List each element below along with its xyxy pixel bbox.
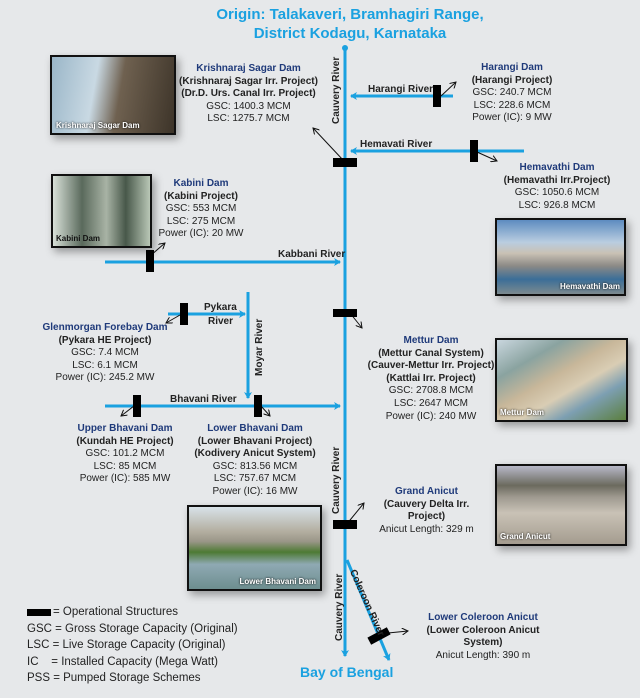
photo-caption: Kabini Dam [56, 234, 101, 243]
dam-name: Mettur Dam [403, 335, 459, 346]
photo-kabini [51, 174, 152, 248]
legend-row-gsc [27, 621, 238, 638]
dam-power: Power (IC): 240 MW [385, 410, 477, 422]
info-grand-anicut [364, 486, 489, 536]
dam-project: (Mettur Canal System) [378, 347, 484, 359]
legend-row-ic [27, 654, 238, 671]
dam-lsc: LSC: 1275.7 MCM [207, 113, 290, 125]
info-mettur [366, 335, 496, 423]
dam-gsc: GSC: 1400.3 MCM [206, 100, 291, 112]
dam-project: (Harangi Project) [471, 74, 553, 86]
dam-power: Power (IC): 9 MW [472, 112, 552, 124]
dam-name: Lower Bhavani Dam [207, 423, 303, 434]
dam-project: (Krishnaraj Sagar Irr. Project) [179, 75, 318, 87]
photo-grand-anicut [495, 464, 627, 546]
info-krishnaraj-sagar [176, 63, 321, 126]
photo-caption: Lower Bhavani Dam [239, 577, 316, 586]
river-label-coleroon: Coleroon River [346, 568, 387, 638]
river-label-moyar: Moyar River [254, 318, 265, 376]
dam-project: (Kundah HE Project) [76, 435, 174, 447]
legend-text: = Operational Structures [53, 606, 178, 618]
dam-length: Anicut Length: 329 m [379, 523, 474, 535]
legend-row-operational [27, 604, 238, 621]
title-line-1: Origin: Talakaveri, Bramhagiri Range, [216, 6, 484, 23]
legend-text: LSC = Live Storage Capacity (Original) [27, 639, 226, 651]
dam-lsc: LSC: 926.8 MCM [518, 199, 596, 211]
dam-power: Power (IC): 585 MW [79, 473, 171, 485]
dam-lsc: LSC: 228.6 MCM [473, 99, 551, 111]
structure-mettur [333, 309, 357, 317]
dam-length: Anicut Length: 390 m [435, 649, 531, 661]
photo-caption: Krishnaraj Sagar Dam [56, 121, 140, 130]
legend-text: PSS = Pumped Storage Schemes [27, 672, 201, 684]
structure-harangi [433, 85, 441, 107]
river-label-cauvery-middle: Cauvery River [331, 446, 342, 514]
photo-caption: Mettur Dam [500, 408, 545, 417]
dam-project: (Pykara HE Project) [58, 334, 152, 346]
dam-name: Glenmorgan Forebay Dam [42, 322, 168, 333]
info-upper-bhavani [70, 423, 180, 486]
dam-project: (Hemavathi Irr.Project) [503, 174, 611, 186]
info-lower-bhavani [190, 423, 320, 499]
dam-gsc: GSC: 101.2 MCM [85, 448, 165, 460]
origin-title [170, 5, 530, 43]
dam-lsc: LSC: 757.67 MCM [213, 473, 297, 485]
dam-lsc: LSC: 6.1 MCM [72, 359, 138, 371]
dam-lsc: LSC: 275 MCM [166, 215, 236, 227]
dam-gsc: GSC: 813.56 MCM [212, 460, 298, 472]
dam-lsc: LSC: 85 MCM [93, 460, 157, 472]
photo-mettur [495, 338, 628, 422]
title-line-2: District Kodagu, Karnataka [253, 25, 447, 42]
info-glenmorgan [40, 322, 170, 385]
legend-row-pss [27, 670, 238, 687]
dam-gsc: GSC: 553 MCM [165, 203, 237, 215]
structure-lower-bhavani [254, 395, 262, 417]
river-label-hemavati: Hemavati River [360, 139, 433, 150]
dam-power: Power (IC): 20 MW [158, 228, 244, 240]
dam-lsc: LSC: 2647 MCM [394, 397, 468, 409]
dam-project: (Cauver-Mettur Irr. Project) [367, 360, 495, 372]
structure-glenmorgan [180, 303, 188, 325]
destination-label: Bay of Bengal [300, 664, 394, 680]
dam-project: (Dr.D. Urs. Canal Irr. Project) [181, 88, 316, 100]
dam-gsc: GSC: 1050.6 MCM [514, 187, 600, 199]
dam-project: (Kabini Project) [164, 190, 238, 202]
river-label-bhavani: Bhavani River [170, 394, 237, 405]
structure-krishnaraj-sagar [333, 158, 357, 167]
dam-gsc: GSC: 2708.8 MCM [388, 385, 474, 397]
river-label-harangi: Harangi River [368, 84, 434, 95]
legend-row-lsc [27, 637, 238, 654]
info-harangi [462, 62, 562, 125]
dam-project: (Kodivery Anicut System) [194, 448, 316, 460]
river-label-pykara-1: Pykara [204, 302, 237, 313]
structure-hemavathi [470, 140, 478, 162]
dam-gsc: GSC: 7.4 MCM [71, 347, 139, 359]
legend-text: GSC = Gross Storage Capacity (Original) [27, 622, 238, 635]
river-label-pykara-2: River [208, 316, 234, 327]
dam-name: Lower Coleroon Anicut [428, 612, 538, 623]
dam-project: (Kattlai Irr. Project) [386, 372, 476, 384]
dam-project: (Lower Bhavani Project) [197, 435, 313, 447]
dam-name: Hemavathi Dam [519, 162, 595, 173]
dam-name: Kabini Dam [173, 178, 229, 189]
info-kabini [156, 178, 246, 241]
dam-project: (Lower Coleroon Anicut System) [426, 624, 540, 649]
photo-caption: Grand Anicut [500, 532, 551, 541]
dam-project: (Cauvery Delta Irr. Project) [383, 498, 470, 523]
dam-power: Power (IC): 16 MW [212, 485, 298, 497]
info-lower-coleroon [408, 612, 558, 662]
operational-structure-swatch [27, 609, 51, 616]
river-label-kabbani: Kabbani River [278, 249, 346, 260]
dam-power: Power (IC): 245.2 MW [55, 372, 155, 384]
legend [27, 604, 238, 687]
photo-krishnaraj-sagar [50, 55, 176, 135]
river-label-cauvery-lower: Cauvery River [334, 573, 345, 641]
photo-lower-bhavani [187, 505, 322, 591]
dam-name: Krishnaraj Sagar Dam [196, 63, 301, 74]
legend-text: IC = Installed Capacity (Mega Watt) [27, 655, 218, 668]
dam-name: Upper Bhavani Dam [77, 423, 173, 434]
structure-upper-bhavani [133, 395, 141, 417]
photo-caption: Hemavathi Dam [559, 282, 620, 291]
structure-grand-anicut [333, 520, 357, 529]
structure-kabini [146, 250, 154, 272]
dam-name: Grand Anicut [395, 486, 458, 497]
photo-hemavathi [495, 218, 626, 296]
dam-gsc: GSC: 240.7 MCM [472, 87, 552, 99]
info-hemavathi [502, 162, 612, 212]
river-label-cauvery-upper: Cauvery River [331, 56, 342, 124]
dam-name: Harangi Dam [481, 62, 543, 73]
